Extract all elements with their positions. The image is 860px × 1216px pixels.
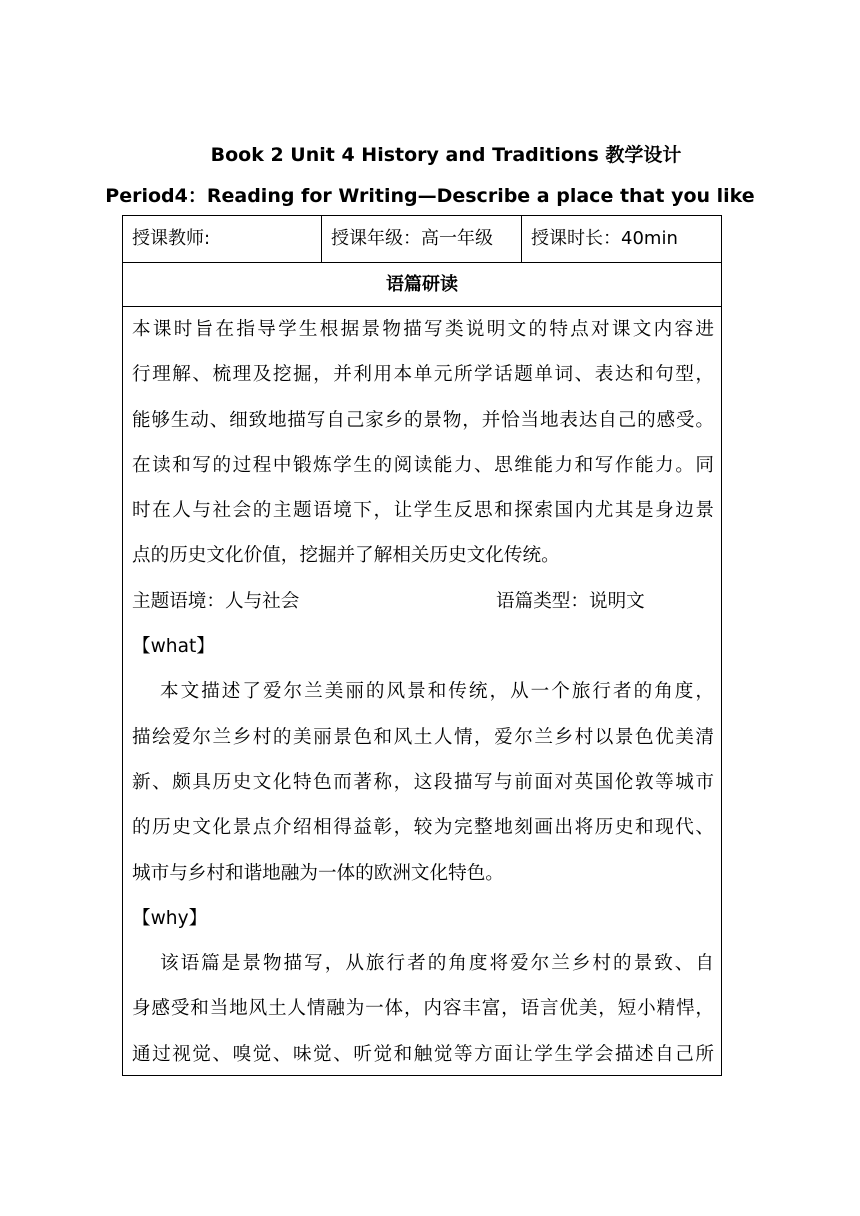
- what-line: 的历史文化景点介绍相得益彰，较为完整地刻画出将历史和现代、: [132, 817, 714, 839]
- theme-label: 主题语境：人与社会: [132, 590, 300, 612]
- why-heading: 【why】: [132, 907, 208, 929]
- intro-line: 本课时旨在指导学生根据景物描写类说明文的特点对课文内容进: [132, 319, 714, 340]
- intro-line: 在读和写的过程中锻炼学生的阅读能力、思维能力和写作能力。同: [132, 454, 714, 476]
- what-line: 描绘爱尔兰乡村的美丽景色和风土人情，爱尔兰乡村以景色优美清: [132, 726, 714, 748]
- teacher-cell: 授课教师:: [123, 216, 322, 262]
- meta-row: [132, 579, 714, 624]
- why-line: 通过视觉、嗅觉、味觉、听觉和触觉等方面让学生学会描述自己所: [132, 1043, 714, 1065]
- grade-cell: 授课年级：高一年级: [322, 216, 522, 262]
- genre-label: 语篇类型：说明文: [496, 590, 645, 612]
- what-heading: 【what】: [132, 636, 215, 658]
- what-line: 城市与乡村和谐地融为一体的欧洲文化特色。: [132, 862, 504, 884]
- section-title: 语篇研读: [123, 263, 721, 307]
- what-line: 新、颇具历史文化特色而著称，这段描写与前面对英国伦敦等城市: [132, 771, 714, 793]
- section-content: [132, 307, 714, 1076]
- lesson-plan-table: [122, 215, 722, 1076]
- document-subtitle: Period4：Reading for Writing—Describe a place that you like: [105, 185, 755, 207]
- intro-line: 能够生动、细致地描写自己家乡的景物，并恰当地表达自己的感受。: [132, 409, 714, 431]
- document-title: Book 2 Unit 4 History and Traditions 教学设计: [210, 144, 682, 166]
- intro-line: 行理解、梳理及挖掘，并利用本单元所学话题单词、表达和句型，: [132, 364, 714, 386]
- intro-line: 时在人与社会的主题语境下，让学生反思和探索国内尤其是身边景: [132, 500, 714, 522]
- duration-cell: 授课时长：40min: [531, 228, 678, 249]
- info-row: [123, 216, 721, 263]
- why-line: 身感受和当地风土人情融为一体，内容丰富，语言优美，短小精悍，: [132, 998, 714, 1020]
- what-line: 本文描述了爱尔兰美丽的风景和传统，从一个旅行者的角度，: [160, 681, 714, 703]
- why-line: 该语篇是景物描写，从旅行者的角度将爱尔兰乡村的景致、自: [160, 953, 714, 975]
- intro-line: 点的历史文化价值，挖掘并了解相关历史文化传统。: [132, 545, 560, 567]
